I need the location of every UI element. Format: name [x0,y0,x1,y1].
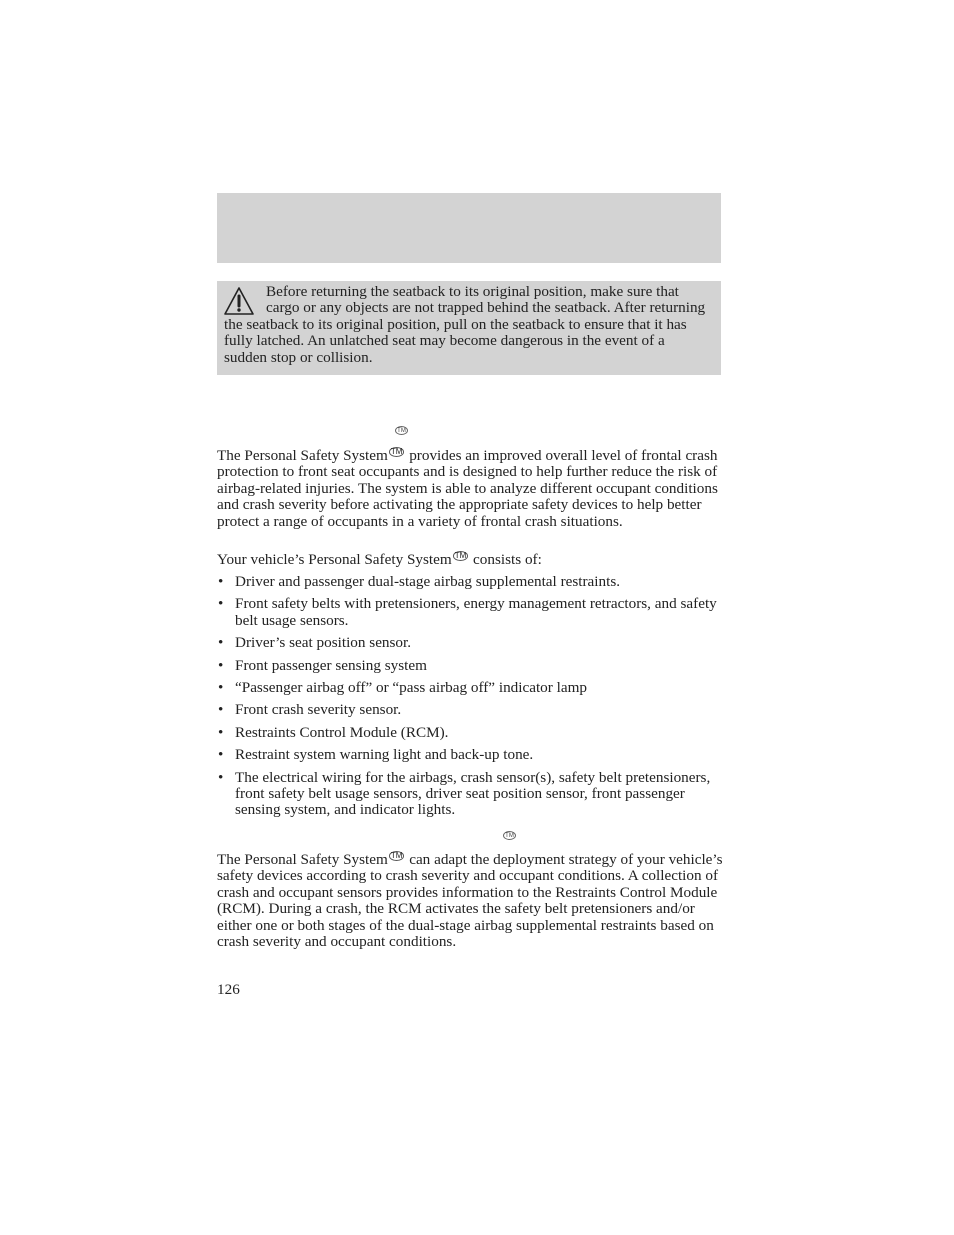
trademark-symbol: TM [454,551,467,560]
section-header-bar [217,193,721,263]
components-list [217,574,723,825]
list-item: • Front safety belts with pretensioners, energy management retractors, and safety belt usage sensors. [218,595,717,629]
list-item: • Driver and passenger dual-stage airbag supplemental restraints. [218,573,621,590]
list-item: • The electrical wiring for the airbags, crash sensor(s), safety belt pretensioners, front safety belt usage sensors, driver seat position sensor, front passenger sensing system, and indicator lights. [218,768,711,819]
warning-box [217,281,721,375]
list-item: • Restraint system warning light and back-up tone. [218,746,534,764]
consists-of-line: Your vehicle’s Personal Safety System TM consists of: [217,551,542,568]
intro-paragraph: The Personal Safety System TM provides an improved overall level of frontal crash protection to front seat occupants and is designed to help further reduce the risk of airbag-related injuries. The system is able to analyze different occupant conditions and crash severity before activating the appropriate safety devices to help better protect a range of occupants in a variety of frontal crash situations. [217,447,718,530]
list-item: • Driver’s seat position sensor. [218,634,412,652]
page-number: 126 [217,981,240,998]
list-item: • “Passenger airbag off” or “pass airbag off” indicator lamp [218,679,587,697]
heading-trademark-icon: TM [503,831,516,840]
adaptive-deployment-paragraph: The Personal Safety System TM can adapt the deployment strategy of your vehicle’s safety devices according to crash severity and occupant conditions. A collection of crash and occupant sensors provides information to the Restraints Control Module (RCM). During a crash, the RCM activates the safety belt pretensioners and/or either one or both stages of the dual-stage airbag supplemental restraints based on crash severity and occupant conditions. [217,851,723,951]
warning-text: Before returning the seatback to its original position, make sure that cargo or any objects are not trapped behind the seatback. After returning the seatback to its original position, pull on the seatback to ensure that it has fully latched. An unlatched seat may become dangerous in the event of a sudden stop or collision. [224,283,706,366]
list-item: • Front crash severity sensor. [218,701,402,719]
trademark-symbol: TM [390,851,403,860]
heading-trademark-icon: TM [395,426,408,435]
list-item: • Front passenger sensing system [218,656,427,674]
trademark-symbol: TM [390,447,403,456]
list-item: • Restraints Control Module (RCM). [218,723,449,741]
